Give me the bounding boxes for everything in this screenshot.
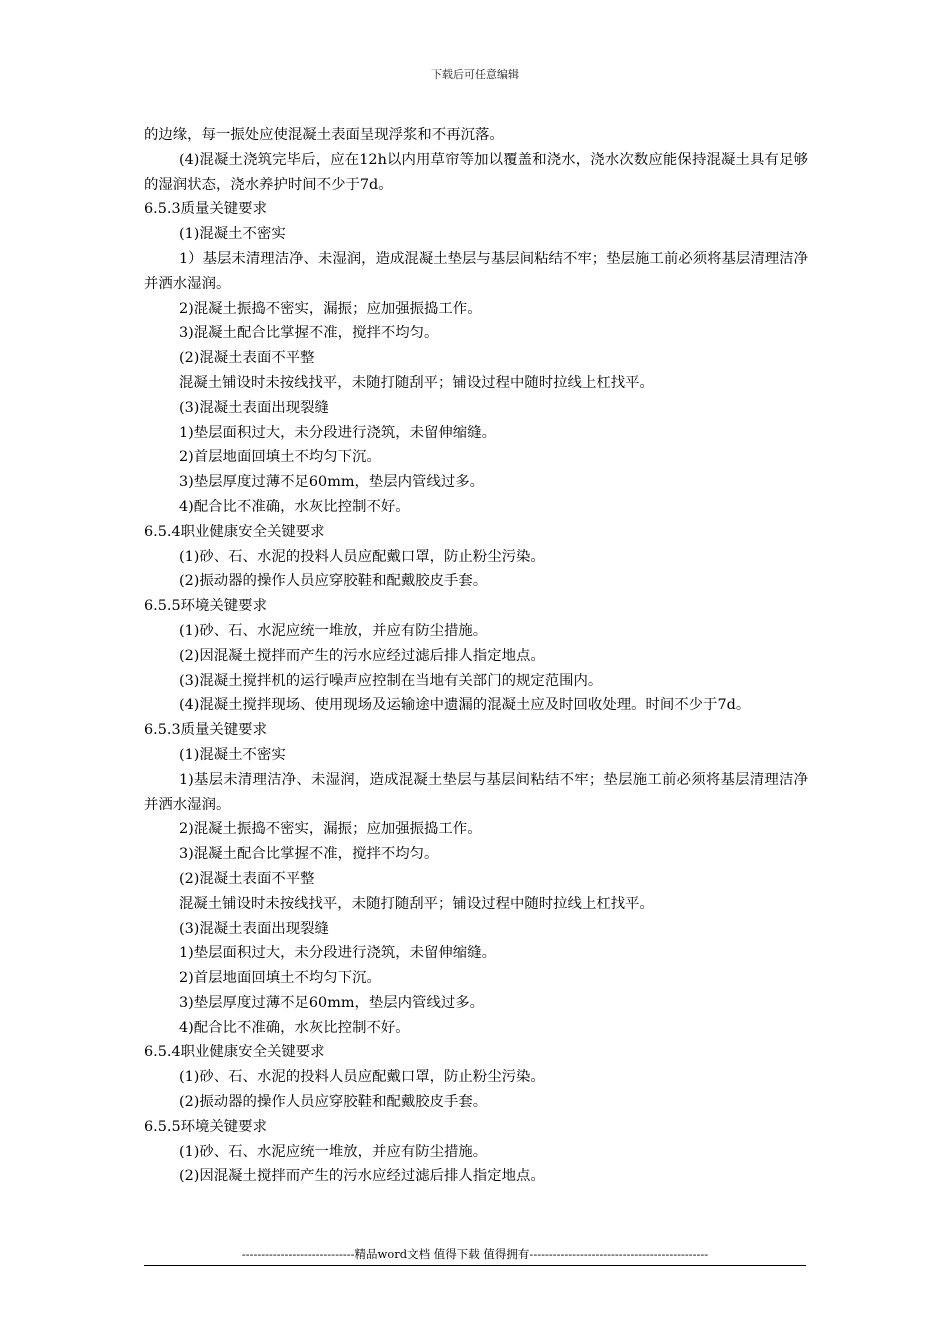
paragraph-line: 的边缘，每一振处应使混凝土表面呈现浮浆和不再沉落。 <box>144 127 504 143</box>
section-heading: 6.5.4职业健康安全关键要求 <box>144 1044 325 1061</box>
page-footer <box>144 1246 806 1266</box>
paragraph-line: (1)砂、石、水泥的投料人员应配戴口罩，防止粉尘污染。 <box>179 1069 545 1086</box>
section-heading: 6.5.5环境关键要求 <box>144 1118 267 1135</box>
paragraph-line: 混凝土铺设时未按线找平，未随打随刮平；铺设过程中随时拉线上杠找平。 <box>179 374 654 391</box>
paragraph-line: (2)振动器的操作人员应穿胶鞋和配戴胶皮手套。 <box>179 1094 488 1111</box>
section-heading: 6.5.3质量关键要求 <box>144 201 267 218</box>
paragraph-line: (1)混凝土不密实 <box>179 226 286 243</box>
paragraph-line: (2)混凝土表面不平整 <box>179 350 315 367</box>
section-heading: 6.5.4职业健康安全关键要求 <box>144 523 325 540</box>
paragraph-line: (2)因混凝土搅拌而产生的污水应经过滤后排人指定地点。 <box>179 647 545 664</box>
section-heading: 6.5.5环境关键要求 <box>144 598 267 615</box>
paragraph-line: 1）基层未清理洁净、未湿润，造成混凝土垫层与基层间粘结不牢；垫层施工前必须将基层清理洁净并洒水湿润。 <box>144 250 808 292</box>
paragraph-line: (1)混凝土不密实 <box>179 746 286 763</box>
paragraph-line: (1)砂、石、水泥应统一堆放，并应有防尘措施。 <box>179 1143 488 1160</box>
paragraph-line: 4)配合比不准确，水灰比控制不好。 <box>179 1019 410 1036</box>
paragraph-line: 3)混凝土配合比掌握不准，搅拌不均匀。 <box>179 846 439 863</box>
paragraph-line: (1)砂、石、水泥应统一堆放，并应有防尘措施。 <box>179 622 488 639</box>
section-heading: 6.5.3质量关键要求 <box>144 722 267 739</box>
paragraph-line: 3)垫层厚度过薄不足60mm，垫层内管线过多。 <box>179 474 485 491</box>
paragraph-line: (2)混凝土表面不平整 <box>179 870 315 887</box>
paragraph-line: 4)配合比不准确，水灰比控制不好。 <box>179 498 410 515</box>
paragraph-line: (3)混凝土搅拌机的运行噪声应控制在当地有关部门的规定范围内。 <box>179 672 603 689</box>
paragraph-line: (3)混凝土表面出现裂缝 <box>179 920 329 937</box>
paragraph-line: 2)混凝土振捣不密实，漏振；应加强振捣工作。 <box>179 821 482 838</box>
paragraph-line: 1)基层未清理洁净、未湿润，造成混凝土垫层与基层间粘结不牢；垫层施工前必须将基层清理洁净并洒水湿润。 <box>144 771 808 813</box>
paragraph-line: 2)首层地面回填土不均匀下沉。 <box>179 449 381 466</box>
footer-rule <box>144 1265 806 1266</box>
paragraph-line: (4)混凝土浇筑完毕后，应在12h以内用草帘等加以覆盖和浇水，浇水次数应能保持混凝土具有足够的湿润状态，浇水养护时间不少于7d。 <box>144 151 808 193</box>
document-body <box>144 123 808 1189</box>
paragraph-line: (4)混凝土搅拌现场、使用现场及运输途中遗漏的混凝土应及时回收处理。时间不少于7d。 <box>179 697 751 714</box>
footer-text: -----------------------------精品word文档 值得下载 值得拥有---------------------------------------------- <box>241 1247 709 1261</box>
paragraph-line: (2)振动器的操作人员应穿胶鞋和配戴胶皮手套。 <box>179 573 488 590</box>
paragraph-line: 1)垫层面积过大，未分段进行浇筑，未留伸缩缝。 <box>179 424 496 441</box>
page-header: 下载后可任意编辑 <box>431 68 519 81</box>
paragraph-line: 2)首层地面回填土不均匀下沉。 <box>179 970 381 987</box>
paragraph-line: (1)砂、石、水泥的投料人员应配戴口罩，防止粉尘污染。 <box>179 548 545 565</box>
paragraph-line: (2)因混凝土搅拌而产生的污水应经过滤后排人指定地点。 <box>179 1168 545 1185</box>
paragraph-line: (3)混凝土表面出现裂缝 <box>179 399 329 416</box>
paragraph-line: 2)混凝土振捣不密实，漏振；应加强振捣工作。 <box>179 300 482 317</box>
paragraph-line: 3)混凝土配合比掌握不准，搅拌不均匀。 <box>179 325 439 342</box>
paragraph-line: 3)垫层厚度过薄不足60mm，垫层内管线过多。 <box>179 994 485 1011</box>
paragraph-line: 1)垫层面积过大，未分段进行浇筑，未留伸缩缝。 <box>179 945 496 962</box>
paragraph-line: 混凝土铺设时未按线找平，未随打随刮平；铺设过程中随时拉线上杠找平。 <box>179 895 654 912</box>
